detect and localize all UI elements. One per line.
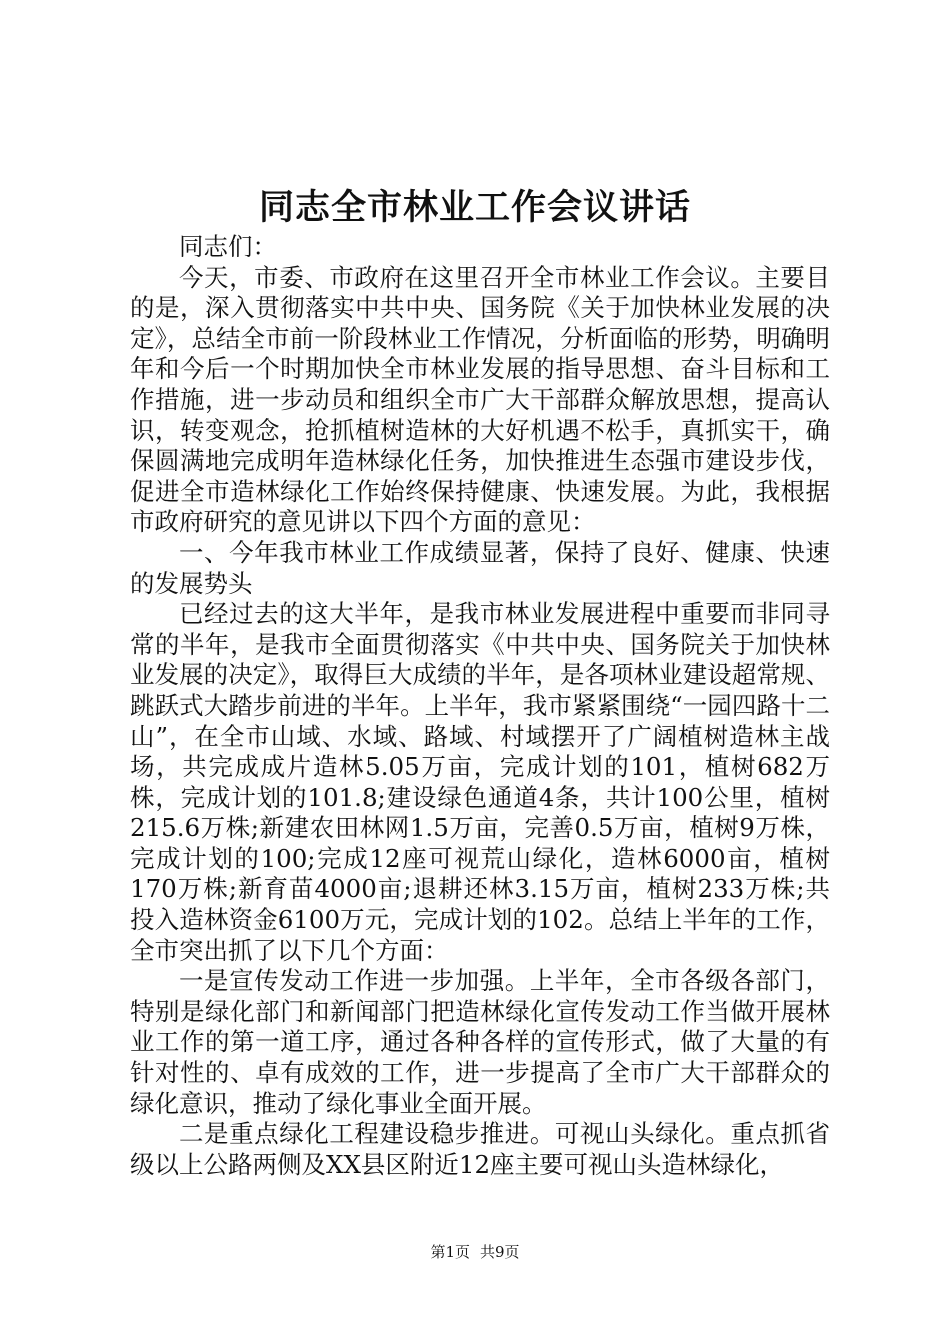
page-total: 共9页 [480,1243,520,1261]
achievements-paragraph: 已经过去的这大半年，是我市林业发展进程中重要而非同寻常的半年，是我市全面贯彻落实《中共中央、国务院关于加快林业发展的决定》，取得巨大成绩的半年，是各项林业建设超常规、跳跃式大踏步前进的半年。上半年，我市紧紧围绕“一园四路十二山”，在全市山域、水域、路域、村域摆开了广阔植树造林主战场，共完成成片造林5.05万亩，完成计划的101，植树682万株，完成计划的101.8;建设绿色通道4条，共计100公里，植树215.6万株;新建农田林网1.5万亩，完善0.5万亩，植树9万株，完成计划的100;完成12座可视荒山绿化，造林6000亩，植树170万株;新育苗4000亩;退耕还林3.15万亩，植树233万株;共投入造林资金6100万元，完成计划的102。总结上半年的工作，全市突出抓了以下几个方面： [130,599,830,965]
page-footer [0,1242,950,1262]
key-projects-paragraph: 二是重点绿化工程建设稳步推进。可视山头绿化。重点抓省级以上公路两侧及XX县区附近12座主要可视山头造林绿化， [130,1119,830,1179]
section-heading-1: 一、今年我市林业工作成绩显著，保持了良好、健康、快速的发展势头 [130,537,830,598]
intro-paragraph: 今天，市委、市政府在这里召开全市林业工作会议。主要目的是，深入贯彻落实中共中央、国务院《关于加快林业发展的决定》，总结全市前一阶段林业工作情况，分析面临的形势，明确明年和今后一个时期加快全市林业发展的指导思想、奋斗目标和工作措施，进一步动员和组织全市广大干部群众解放思想，提高认识，转变观念，抢抓植树造林的大好机遇不松手，真抓实干，确保圆满地完成明年造林绿化任务，加快推进生态强市建设步伐，促进全市造林绿化工作始终保持健康、快速发展。为此，我根据市政府研究的意见讲以下四个方面的意见： [130,262,830,537]
document-title: 同志全市林业工作会议讲话 [258,187,691,228]
salutation-paragraph: 同志们： [179,232,277,261]
document-body [130,232,830,1180]
publicity-paragraph: 一是宣传发动工作进一步加强。上半年，全市各级各部门，特别是绿化部门和新闻部门把造林绿化宣传发动工作当做开展林业工作的第一道工序，通过各种各样的宣传形式，做了大量的有针对性的、卓有成效的工作，进一步提高了全市广大干部群众的绿化意识，推动了绿化事业全面开展。 [130,966,830,1118]
page-number: 第1页 [430,1243,470,1261]
